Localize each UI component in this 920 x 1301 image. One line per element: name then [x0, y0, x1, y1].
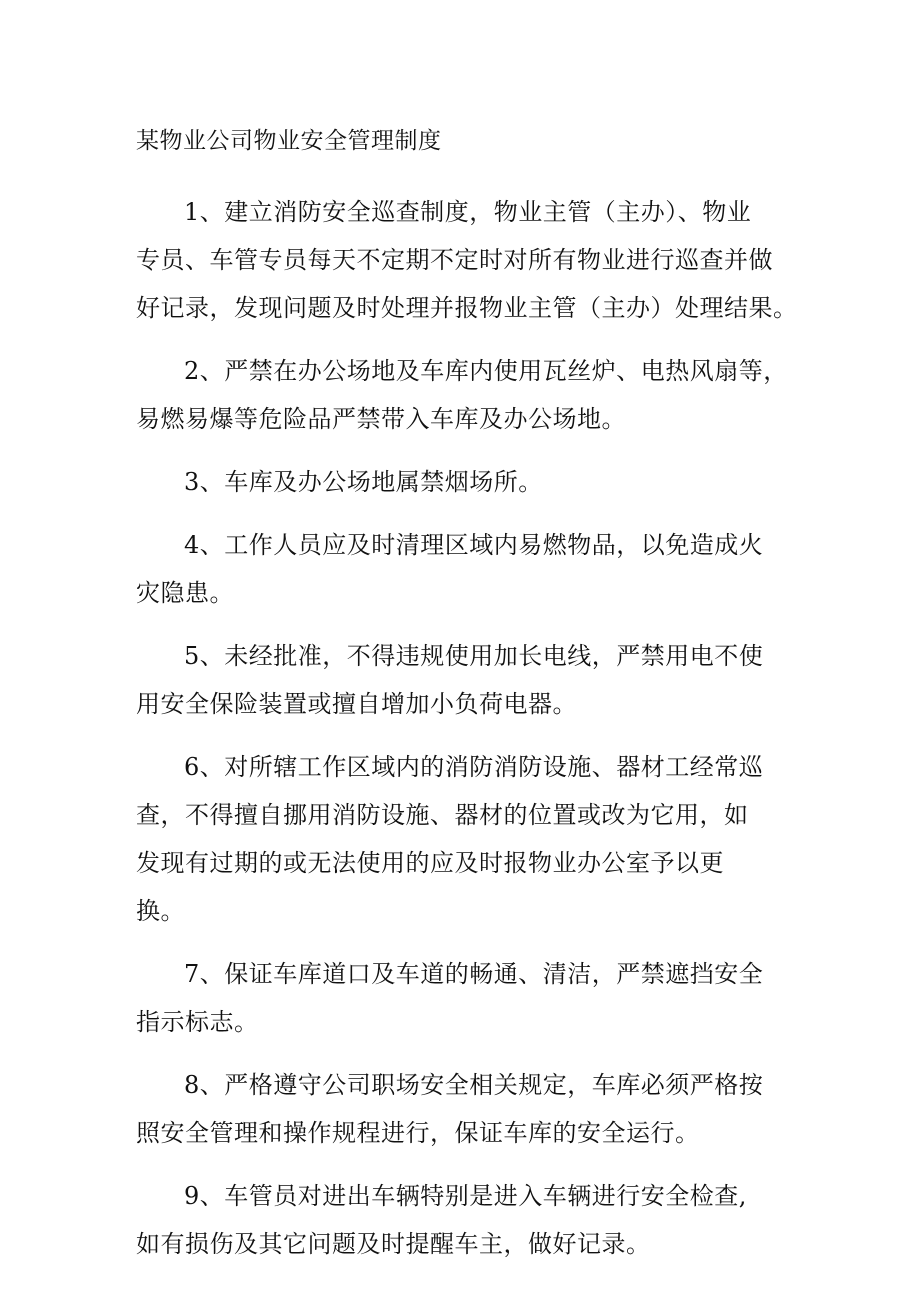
clause-line: 好记录，发现问题及时处理并报物业主管（主办）处理结果。 — [136, 294, 798, 322]
clause-paragraph-5 — [136, 632, 776, 728]
clause-first-line: 5、未经批准，不得违规使用加长电线，严禁用电不使 — [184, 642, 764, 670]
clause-line: 查，不得擅自挪用消防设施、器材的位置或改为它用，如 — [136, 801, 749, 829]
clause-line: 用安全保险装置或擅自增加小负荷电器。 — [136, 690, 577, 718]
clause-first-line: 8、严格遵守公司职场安全相关规定，车库必须严格按 — [184, 1071, 764, 1099]
clause-first-line: 4、工作人员应及时清理区域内易燃物品，以免造成火 — [184, 531, 764, 559]
clause-first-line: 3、车库及办公场地属禁烟场所。 — [184, 468, 543, 496]
clause-line: 指示标志。 — [136, 1008, 259, 1036]
clause-paragraph-7 — [136, 950, 776, 1046]
clause-line: 如有损伤及其它问题及时提醒车主，做好记录。 — [136, 1230, 651, 1258]
clause-line: 发现有过期的或无法使用的应及时报物业办公室予以更 — [136, 849, 724, 877]
clause-first-line: 6、对所辖工作区域内的消防消防设施、器材工经常巡 — [184, 753, 764, 781]
clause-first-line: 9、车管员对进出车辆特别是进入车辆进行安全检查, — [184, 1182, 747, 1210]
clause-first-line: 1、建立消防安全巡查制度，物业主管（主办）、物业 — [184, 198, 752, 226]
clause-paragraph-2 — [136, 347, 788, 443]
clause-paragraph-4 — [136, 521, 776, 617]
clause-first-line: 2、严禁在办公场地及车库内使用瓦丝炉、电热风扇等， — [184, 357, 788, 385]
clause-line: 照安全管理和操作规程进行，保证车库的安全运行。 — [136, 1119, 700, 1147]
clause-line: 灾隐患。 — [136, 579, 234, 607]
clause-paragraph-1 — [136, 188, 798, 332]
clause-line: 专员、车管专员每天不定期不定时对所有物业进行巡查并做 — [136, 246, 773, 274]
document-title: 某物业公司物业安全管理制度 — [136, 128, 442, 154]
clause-paragraph-8 — [136, 1061, 776, 1157]
clause-paragraph-6 — [136, 743, 776, 935]
clause-list — [136, 188, 798, 1268]
clause-paragraph-3 — [136, 458, 776, 506]
clause-line: 换。 — [136, 897, 185, 925]
clause-paragraph-9 — [136, 1172, 776, 1268]
clause-first-line: 7、保证车库道口及车道的畅通、清洁，严禁遮挡安全 — [184, 960, 764, 988]
clause-line: 易燃易爆等危险品严禁带入车库及办公场地。 — [136, 405, 626, 433]
